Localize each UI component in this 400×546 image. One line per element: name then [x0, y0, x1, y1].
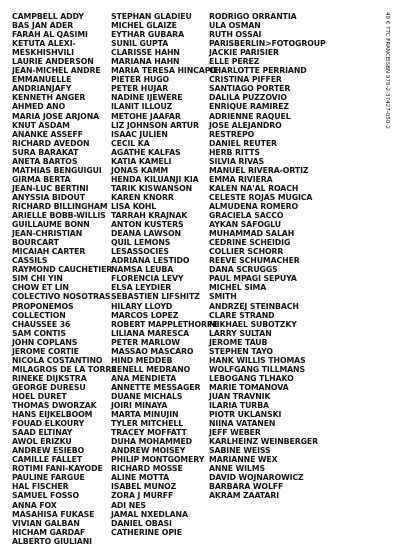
artist-name: CELESTE ROJAS MUGICA: [209, 192, 313, 202]
artist-name: WOLFGANG TILLMANS: [209, 364, 305, 374]
artist-name: EMMA RIVIERA: [209, 174, 273, 184]
artist-name: BAS JAN ADER: [12, 21, 74, 31]
artist-name: MUHAMMAD SALAH: [209, 229, 295, 239]
artist-name: JEAN-CHRISTIAN: [12, 229, 83, 239]
artist-name: ENRIQUE RAMIREZ: [209, 102, 289, 112]
artist-name: JAMAL NXEDLANA: [111, 509, 188, 519]
artist-name: TYLER MITCHELL: [111, 419, 184, 429]
artist-name: NICOLA COSTANTINO: [12, 355, 103, 365]
artist-name: TRACEY MOFFATT: [111, 428, 187, 438]
artist-name: STEPHEN TAYO: [209, 346, 273, 356]
artist-name: NADINE IJEWERE: [111, 93, 183, 103]
artist-name: MARIA JOSE ARJONA: [12, 111, 100, 121]
artist-name: QUIL LEMONS: [111, 238, 171, 248]
artist-name: SAAD ELTINAY: [12, 428, 73, 438]
artist-name: PARISBERLIN>FOTOGROUP: [209, 39, 326, 49]
artist-name: SUNIL GUPTA: [111, 39, 169, 49]
artist-name: BOURCART: [12, 238, 59, 248]
artist-name: HERB RITTS: [209, 147, 260, 157]
artist-name: HANS EIJKELBOOM: [12, 410, 93, 420]
price-text: 49 € TTC FRANCE: [384, 12, 390, 61]
artist-name: HICHAM GARDAF: [12, 527, 86, 537]
artist-name: SURA BARAKAT: [12, 147, 79, 157]
artist-name: GEORGE DURESU: [12, 382, 86, 392]
artist-name: ROTIMI FANI-KAYODE: [12, 464, 103, 474]
artist-name: KAREN KNORR: [111, 192, 174, 202]
artist-name: PHILIP MONTGOMERY: [111, 455, 205, 465]
artist-name: MICHEL GLAIZE: [111, 21, 177, 31]
artist-name: JEROME TAUB: [209, 337, 268, 347]
artist-name: REEVE SCHUMACHER: [209, 256, 300, 266]
artist-name: PAUL MPAGI SEPUYA: [209, 274, 297, 284]
artist-name: THOMAS DWORZAK: [12, 401, 97, 411]
artist-name: ISABEL MUNOZ: [111, 482, 177, 492]
artist-name: ANTON KUSTERS: [111, 220, 184, 230]
artist-name: CEDRINE SCHEIDIG: [209, 238, 291, 248]
artist-name: MANUEL RIVERA-ORTIZ: [209, 165, 309, 175]
artist-name: MATHIAS BENGUIGUI: [12, 165, 102, 175]
artist-name: DANIEL OBASI: [111, 518, 172, 528]
artist-name: GUILLAUME BONN: [12, 220, 90, 230]
artist-name: MESKHISHVILI: [12, 48, 74, 58]
artist-name: SMITH: [209, 292, 237, 302]
artist-name: COLECTIVO NOSOTRAS: [12, 292, 111, 302]
artist-name: KARLHEINZ WEINBERGER: [209, 437, 319, 447]
artist-name: DALILA PUZZOVIO: [209, 93, 287, 103]
artist-name: JEFF WEBER: [209, 428, 261, 438]
artist-name: RODRIGO ORRANTIA: [209, 12, 297, 21]
artist-name: ANA MENDIETA: [111, 373, 177, 383]
artist-name: CAMPBELL ADDY: [12, 12, 84, 21]
artist-name: JEROME CORTIE: [12, 346, 79, 356]
artist-name: RICHARD BILLINGHAM: [12, 201, 108, 211]
artist-name: SIM CHI YIN: [12, 274, 63, 284]
artist-name: HANK WILLIS THOMAS: [209, 355, 306, 365]
artist-name: ADRIENNE RAQUEL: [209, 111, 291, 121]
artist-name: MARIANA HAHN: [111, 57, 180, 67]
artist-name: RAYMOND CAUCHETIER: [12, 265, 113, 275]
artist-name: MASAHISA FUKASE: [12, 509, 95, 519]
artist-name: NAMSA LEUBA: [111, 265, 174, 275]
artist-name: PAULINE FARGUE: [12, 473, 85, 483]
artist-name: CHARLOTTE PERRIAND: [209, 66, 307, 76]
artist-name: ANYSSIA BIDOUT: [12, 192, 85, 202]
artist-name: FOUAD ELKOURY: [12, 419, 85, 429]
artist-name: MILAGROS DE LA TORRE: [12, 364, 117, 374]
artist-name: ELSA LEYDIER: [111, 283, 172, 293]
artist-name: ILANIT ILLOUZ: [111, 102, 173, 112]
artist-name: LARRY SULTAN: [209, 328, 272, 338]
artist-name: RUTH OSSAI: [209, 30, 262, 40]
artist-name: CASSILS: [12, 256, 48, 266]
artist-name: MICHEL SIMA: [209, 283, 267, 293]
artist-name: GIRMA BERTA: [12, 174, 71, 184]
artist-name: ANDREW MOISEY: [111, 446, 186, 456]
artist-name: ANNE WILMS: [209, 464, 265, 474]
artist-name: SABINE WEISS: [209, 446, 271, 456]
artist-name: CRISTINA PIFFER: [209, 75, 282, 85]
artist-name: EMMANUELLE: [12, 75, 72, 85]
artist-name: FLORENCIA LEVY: [111, 274, 184, 284]
artist-name: LAURIE ANDERSON: [12, 57, 94, 67]
artist-name: MICAIAH CARTER: [12, 247, 86, 257]
artist-name: COLLIER SCHORR: [209, 247, 284, 257]
artist-name: ZORA J MURFF: [111, 491, 174, 501]
artist-name: CLARISSE HAHN: [111, 48, 180, 58]
artist-name: SAMUEL FOSSO: [12, 491, 80, 501]
artist-name: STEPHAN GLADIEU: [111, 12, 192, 21]
artist-name: DUHA MOHAMMED: [111, 437, 193, 447]
artist-name: CATHERINE OPIE: [111, 527, 182, 537]
artist-name: JOIRI MINAYA: [111, 401, 168, 411]
artist-name: RICHARD MOSSE: [111, 464, 183, 474]
artist-name: GRACIELA SACCO: [209, 211, 284, 221]
artist-name: COLLECTION: [12, 310, 66, 320]
artist-name: NIINA VATANEN: [209, 419, 276, 429]
artist-name: RENELL MEDRANO: [111, 364, 191, 374]
artist-name: DANA SCRUGGS: [209, 265, 278, 275]
artist-name: JOSE ALEJANDRO: [209, 120, 282, 130]
artist-name: ROBERT MAPPLETHORPE: [111, 319, 218, 329]
artist-name: ANNETTE MESSAGER: [111, 382, 201, 392]
artist-name: HENDA KILUANJI KIA: [111, 174, 199, 184]
artist-name: SILVIA RIVAS: [209, 156, 264, 166]
artist-name: AKRAM ZAATARI: [209, 491, 280, 501]
artist-name: LESASSOCIES: [111, 247, 169, 257]
artist-name: PETER HUJAR: [111, 84, 169, 94]
artist-name: RICHARD AVEDON: [12, 138, 90, 148]
artist-name: JACKIE PARISIER: [209, 48, 279, 58]
artist-name: ISAAC JULIEN: [111, 129, 168, 139]
artist-name: DAVID WOJNAROWICZ: [209, 473, 304, 483]
artist-list-column-2: [111, 12, 218, 537]
artist-name: MARIANNE WEX: [209, 455, 278, 465]
artist-name: SAM CONTIS: [12, 328, 66, 338]
artist-name: JONAS KAMM: [111, 165, 169, 175]
artist-name: CHAUSSEE 36: [12, 319, 71, 329]
artist-name: ILARIA TURBA: [209, 401, 269, 411]
artist-name: ADRIANA LESTIDO: [111, 256, 190, 266]
artist-name: ANETA BARTOS: [12, 156, 78, 166]
artist-name: MARCOS LOPEZ: [111, 310, 179, 320]
artist-name: KETUTA ALEXI-: [12, 39, 76, 49]
artist-name: FARAH AL QASIMI: [12, 30, 88, 40]
artist-name: MASSAO MASCARO: [111, 346, 194, 356]
artist-name: PIOTR UKLANSKI: [209, 410, 282, 420]
artist-name: JUAN TRAVNIK: [209, 391, 271, 401]
artist-name: LIZ JOHNSON ARTUR: [111, 120, 199, 130]
artist-name: JEAN-MICHEL ANDRE: [12, 66, 101, 76]
artist-name: SANTIAGO PORTER: [209, 84, 291, 94]
artist-name: ALMUDENA ROMERO: [209, 201, 299, 211]
isbn-text: ISBN 978-2-37427-050-2: [384, 60, 390, 130]
artist-name: ELLE PEREZ: [209, 57, 260, 67]
artist-name: MIKHAEL SUBOTZKY: [209, 319, 297, 329]
artist-name: ADI NES: [111, 500, 146, 510]
artist-name: PETER MARLOW: [111, 337, 180, 347]
artist-name: ALBERTO GIULIANI: [12, 536, 92, 546]
artist-name: ANANKE ASSEFF: [12, 129, 83, 139]
artist-name: TARRAH KRAJNAK: [111, 211, 188, 221]
artist-name: HAL FISCHER: [12, 482, 69, 492]
artist-name: AWOL ERIZKU: [12, 437, 72, 447]
artist-name: SEBASTIEN LIFSHITZ: [111, 292, 200, 302]
artist-list-column-1: [12, 12, 117, 546]
artist-name: KALEN NA'AL ROACH: [209, 183, 299, 193]
artist-name: AGATHE KALFAS: [111, 147, 181, 157]
artist-name: JEAN-LUC BERTINI: [12, 183, 89, 193]
artist-name: MARIE TOMANOVA: [209, 382, 289, 392]
artist-name: DUANE MICHALS: [111, 391, 183, 401]
artist-name: AYKAN SAFOGLU: [209, 220, 281, 230]
artist-name: MARIA TERESA HINCAPIE: [111, 66, 219, 76]
artist-name: HIND MEDDEB: [111, 355, 173, 365]
artist-name: CHOW ET LIN: [12, 283, 69, 293]
artist-name: EYTHAR GUBARA: [111, 30, 185, 40]
artist-name: CECIL KA: [111, 138, 150, 148]
artist-name: JOHN COPLANS: [12, 337, 78, 347]
artist-name: BARBARA WOLFF: [209, 482, 284, 492]
artist-name: LISA KOHL: [111, 201, 157, 211]
artist-name: ANDRZEJ STEINBACH: [209, 301, 299, 311]
artist-name: LEBOGANG TLHAKO: [209, 373, 294, 383]
artist-name: RESTREPO: [209, 129, 255, 139]
artist-name: AHMED ANO: [12, 102, 66, 112]
artist-list-column-3: [209, 12, 326, 501]
artist-name: KENNETH ANGER: [12, 93, 86, 103]
artist-name: VIVIAN GALBAN: [12, 518, 80, 528]
artist-name: TARIK KISWANSON: [111, 183, 193, 193]
artist-name: PIETER HUGO: [111, 75, 170, 85]
artist-name: CLARE STRAND: [209, 310, 275, 320]
artist-name: HILARY LLOYD: [111, 301, 173, 311]
artist-name: DANIEL REUTER: [209, 138, 277, 148]
artist-name: METOHE JAAFAR: [111, 111, 181, 121]
artist-name: HOEL DURET: [12, 391, 67, 401]
price-isbn-block: [384, 12, 390, 129]
artist-name: DEANA LAWSON: [111, 229, 181, 239]
artist-name: ULA OSMAN: [209, 21, 261, 31]
artist-name: RINEKE DIJKSTRA: [12, 373, 87, 383]
artist-name: PROPONEMOS: [12, 301, 74, 311]
artist-name: MARTA MINUJIN: [111, 410, 179, 420]
artist-name: LILIANA MARESCA: [111, 328, 190, 338]
artist-name: CAMILLE FALLET: [12, 455, 83, 465]
artist-name: ARIELLE BOBB-WILLIS: [12, 211, 106, 221]
artist-name: ANDREW ESIEBO: [12, 446, 85, 456]
artist-name: ANNA FOX: [12, 500, 57, 510]
artist-name: KNUT ASDAM: [12, 120, 70, 130]
artist-name: ANDRIANJAFY: [12, 84, 72, 94]
artist-name: ALINE MOTTA: [111, 473, 170, 483]
artist-name: KATIA KAMELI: [111, 156, 172, 166]
